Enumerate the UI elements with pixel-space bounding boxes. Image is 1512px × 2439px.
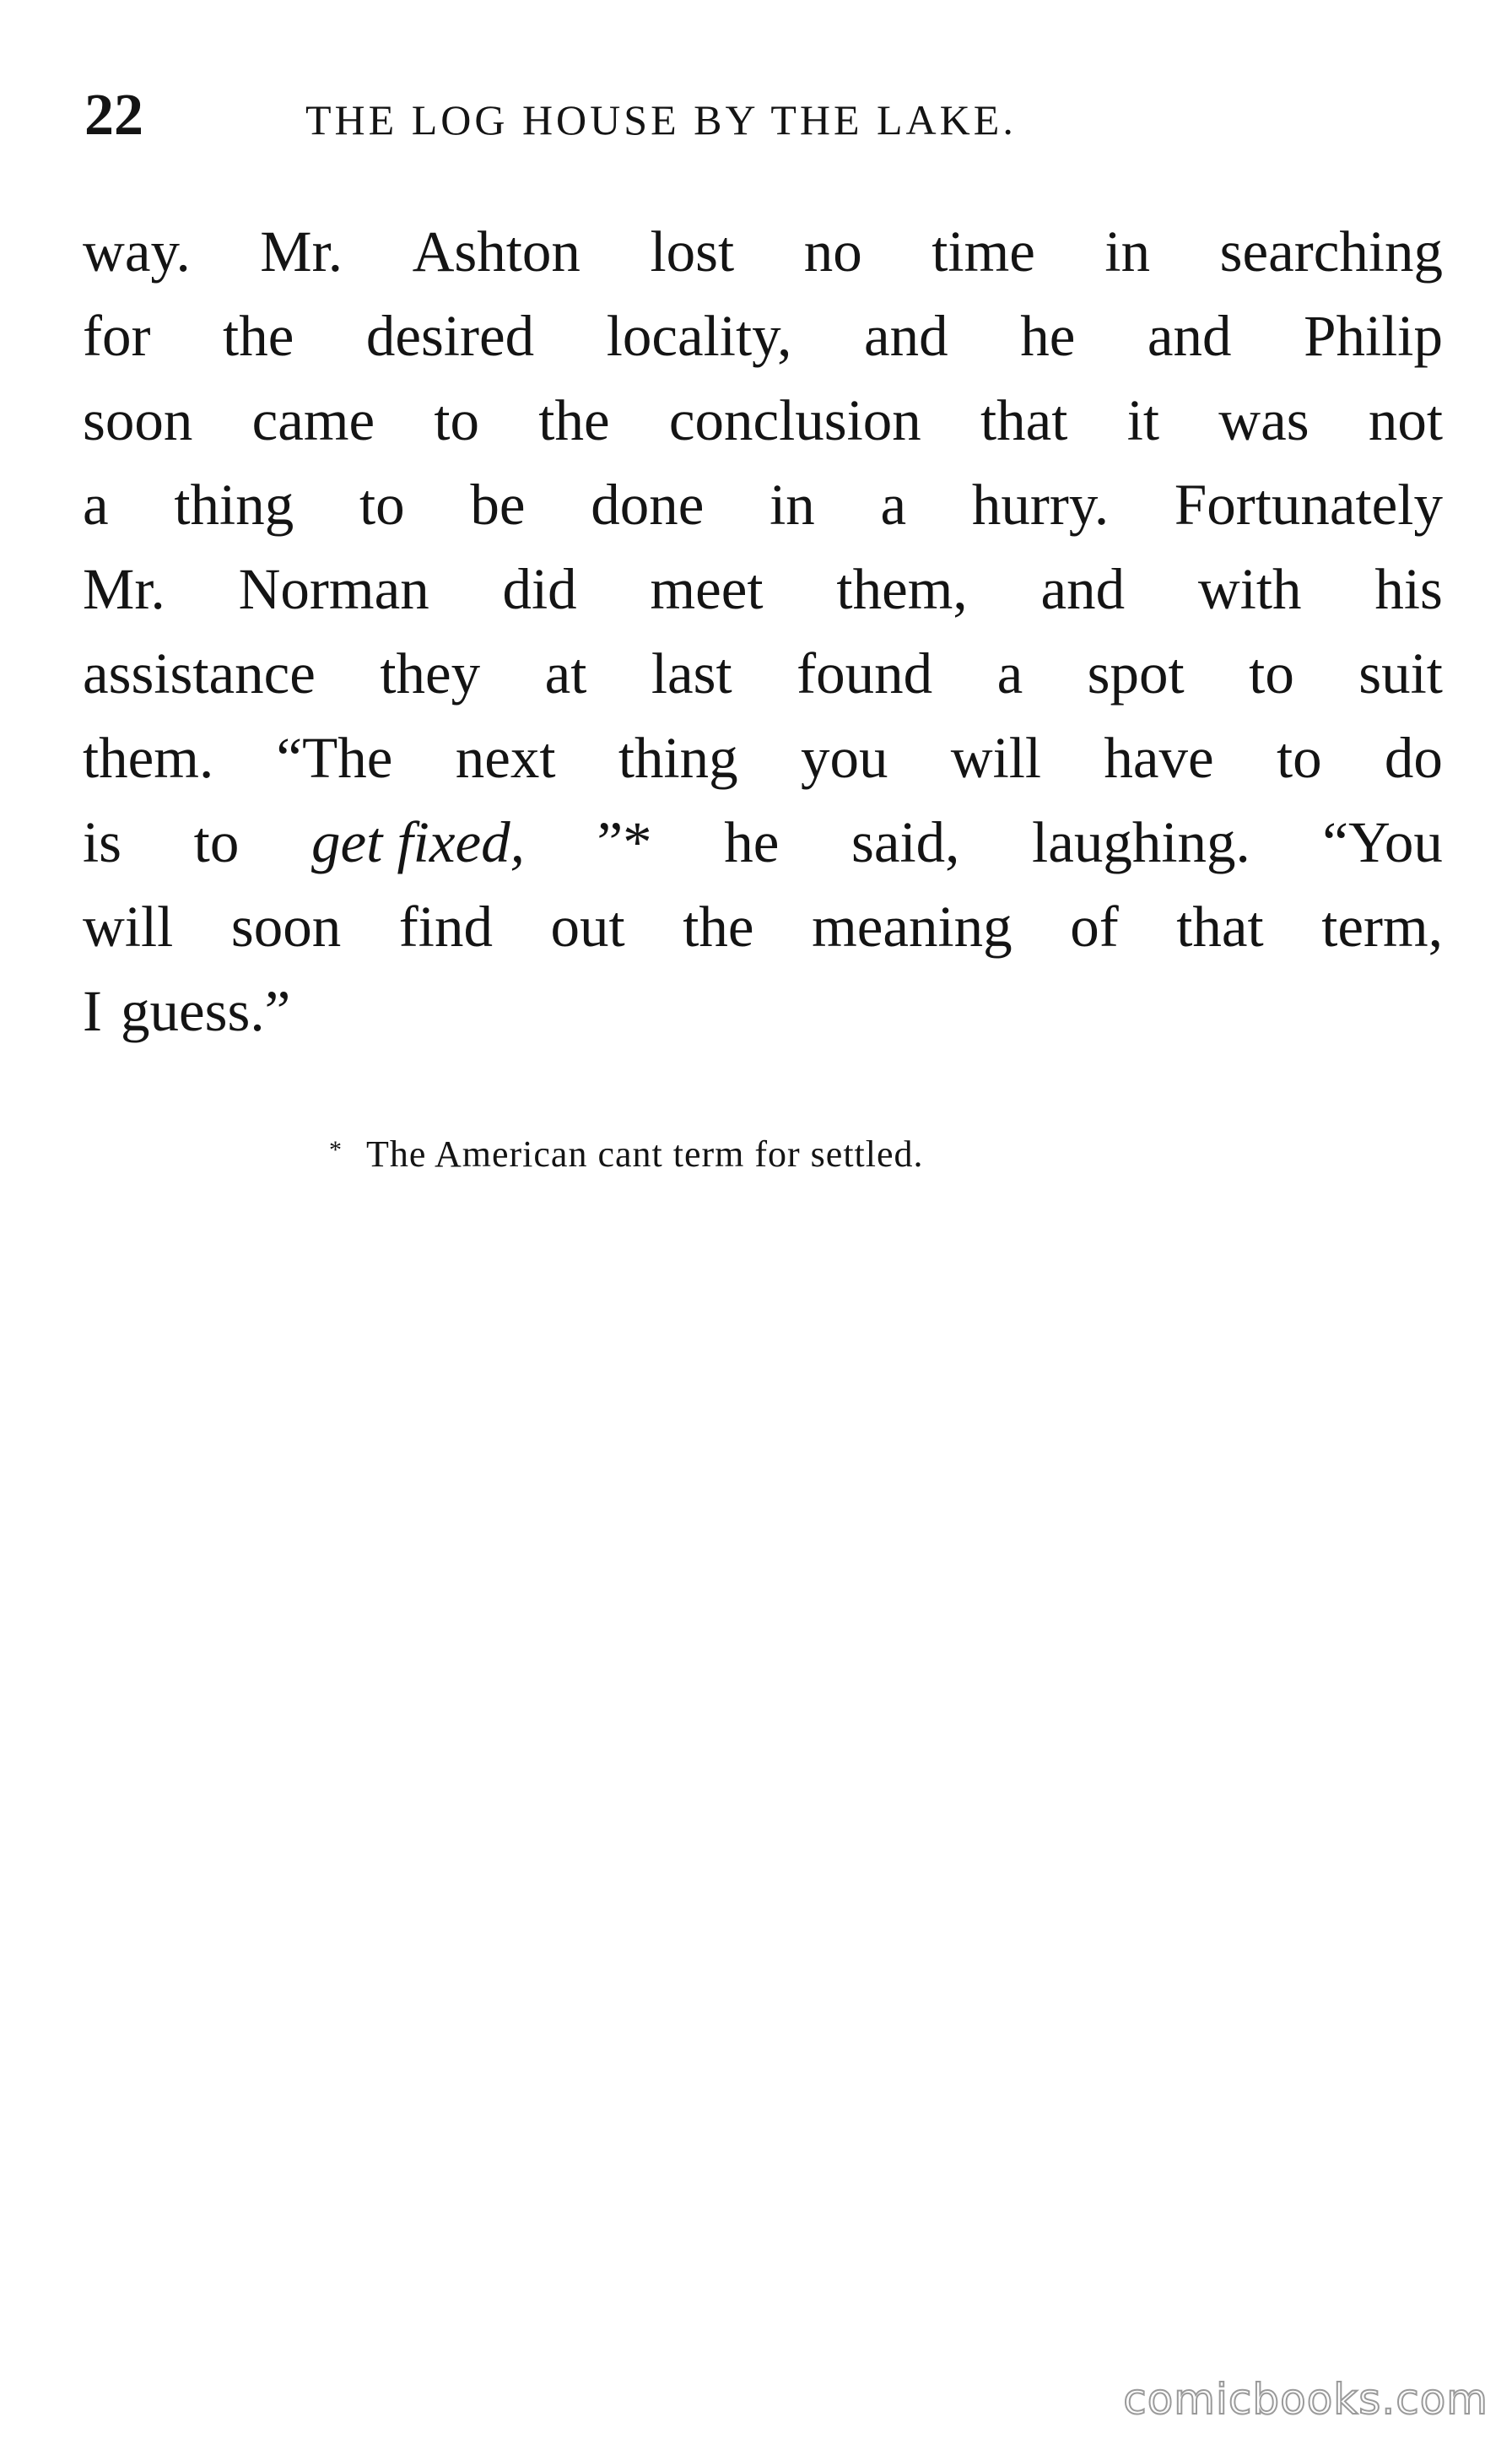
word: and xyxy=(1040,557,1126,621)
word: thing xyxy=(618,726,738,790)
word: and xyxy=(863,304,948,368)
word: in xyxy=(770,473,815,537)
word: time xyxy=(932,219,1035,284)
text-line xyxy=(83,462,1443,547)
word: “You xyxy=(1322,810,1443,874)
word: next xyxy=(455,726,556,790)
word: came xyxy=(251,388,375,452)
word: done xyxy=(591,473,705,537)
word: to xyxy=(1276,726,1322,790)
word: hurry. xyxy=(971,473,1110,537)
text-line xyxy=(83,294,1443,378)
word: locality, xyxy=(606,304,792,368)
word: he xyxy=(724,810,780,874)
word: the xyxy=(538,388,610,452)
word: they xyxy=(380,641,481,706)
text-line xyxy=(83,884,1443,969)
word: find xyxy=(398,895,493,959)
word: will xyxy=(950,726,1042,790)
word: have xyxy=(1104,726,1214,790)
word: way. xyxy=(83,219,191,284)
word: be xyxy=(470,473,526,537)
word: assistance xyxy=(83,641,316,706)
word: will xyxy=(83,895,174,959)
running-title: THE LOG HOUSE BY THE LAKE. xyxy=(305,96,1017,143)
word: was xyxy=(1218,388,1310,452)
word: not xyxy=(1368,388,1443,452)
word: to xyxy=(359,473,405,537)
word: found xyxy=(796,641,933,706)
word: of xyxy=(1070,895,1119,959)
word: to xyxy=(193,810,240,874)
text-line xyxy=(83,631,1443,716)
word: a xyxy=(996,641,1023,706)
word: is xyxy=(83,810,122,874)
word: he xyxy=(1020,304,1076,368)
footnote-marker: * xyxy=(329,1136,343,1164)
word: the xyxy=(683,895,754,959)
word: searching xyxy=(1219,219,1443,284)
word: his xyxy=(1374,557,1443,621)
word: laughing. xyxy=(1032,810,1250,874)
word: soon xyxy=(230,895,342,959)
word: spot xyxy=(1087,641,1185,706)
word: you xyxy=(800,726,888,790)
text-line xyxy=(83,378,1443,462)
word: I xyxy=(83,979,102,1043)
body-paragraph xyxy=(83,209,1443,1053)
word: Ashton xyxy=(412,219,580,284)
word: soon xyxy=(83,388,193,452)
word: term, xyxy=(1321,895,1443,959)
word: suit xyxy=(1358,641,1443,706)
footnote-text: The American cant term for settled. xyxy=(366,1133,924,1175)
word: to xyxy=(434,388,480,452)
word: in xyxy=(1104,219,1151,284)
page-number: 22 xyxy=(84,83,143,148)
word: conclusion xyxy=(668,388,921,452)
word: that xyxy=(1176,895,1264,959)
word: that xyxy=(980,388,1068,452)
word: said, xyxy=(851,810,960,874)
word: Mr. xyxy=(260,219,343,284)
text-line xyxy=(83,969,1443,1053)
word: last xyxy=(651,641,732,706)
word: thing xyxy=(174,473,294,537)
watermark-logo: comicbooks.com xyxy=(1123,2375,1488,2424)
word: and xyxy=(1147,304,1232,368)
word: the xyxy=(223,304,294,368)
word: desired xyxy=(365,304,535,368)
word: a xyxy=(83,473,109,537)
text-line xyxy=(83,209,1443,294)
word: to xyxy=(1249,641,1294,706)
word: for xyxy=(83,304,151,368)
page-header xyxy=(84,78,1434,154)
word: “The xyxy=(276,726,393,790)
word: Fortunately xyxy=(1174,473,1443,537)
word: them, xyxy=(836,557,968,621)
text-line xyxy=(83,800,1443,884)
word: lost xyxy=(650,219,735,284)
word: it xyxy=(1126,388,1160,452)
word: Philip xyxy=(1304,304,1443,368)
text-line xyxy=(83,547,1443,631)
word: no xyxy=(803,219,862,284)
word: out xyxy=(550,895,625,959)
word: with xyxy=(1197,557,1302,621)
word: Norman xyxy=(238,557,429,621)
word: do xyxy=(1384,726,1443,790)
word: guess.” xyxy=(120,979,291,1043)
word: at xyxy=(544,641,587,706)
word: meet xyxy=(650,557,764,621)
word: Mr. xyxy=(83,557,165,621)
text-line xyxy=(83,716,1443,800)
word: did xyxy=(502,557,577,621)
word: a xyxy=(880,473,907,537)
word: meaning xyxy=(812,895,1012,959)
word: get fixed, xyxy=(310,810,525,874)
word: ”* xyxy=(597,810,652,874)
footnote xyxy=(329,1121,924,1184)
word: them. xyxy=(83,726,214,790)
